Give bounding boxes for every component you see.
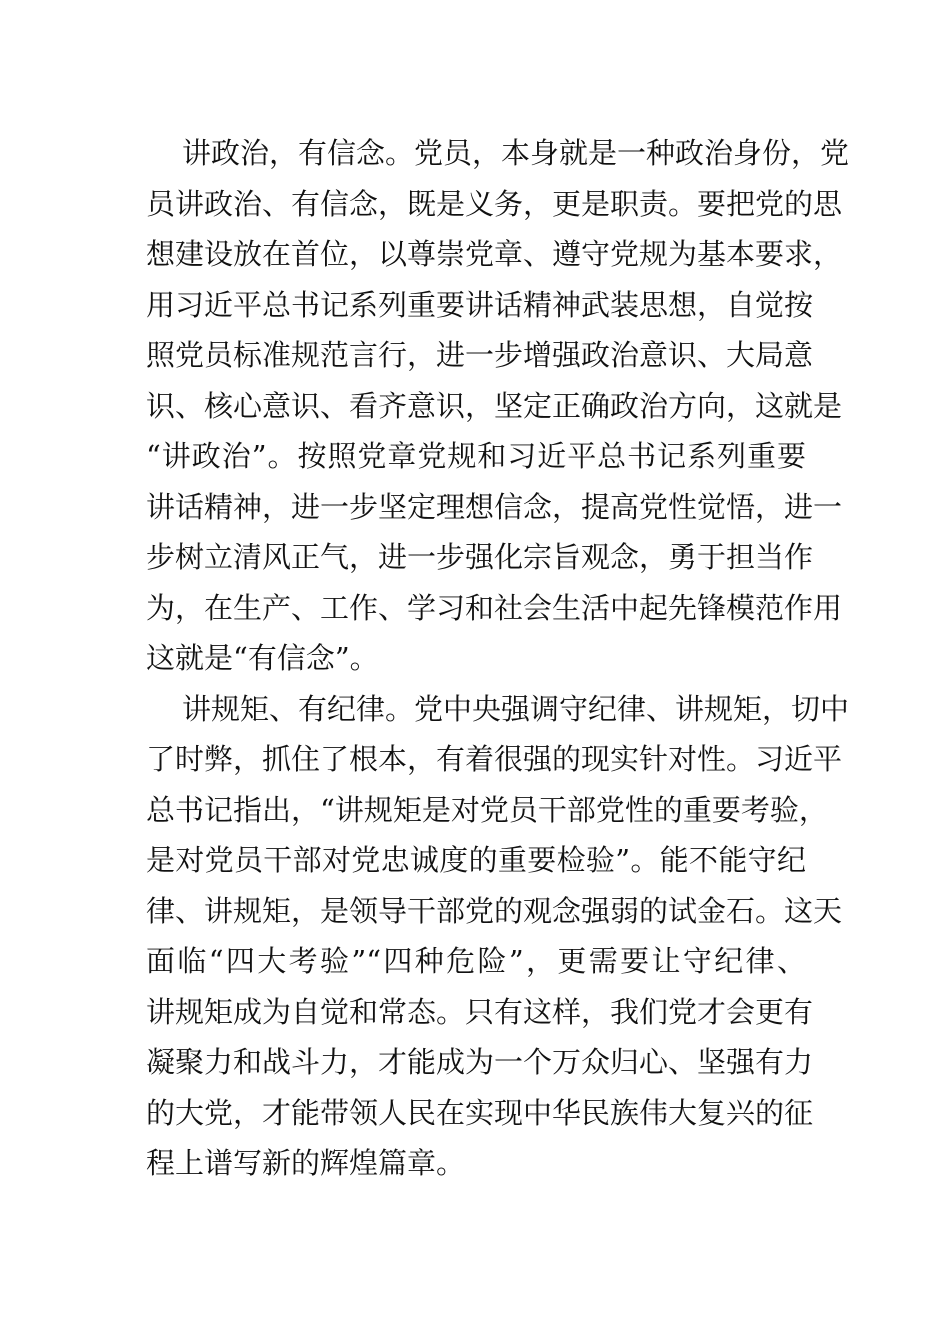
paragraph-rules-discipline bbox=[146, 684, 850, 1189]
text-line: 了时弊，抓住了根本，有着很强的现实针对性。习近平 bbox=[146, 742, 843, 776]
text-line: 是对党员干部对党忠诚度的重要检验”。能不能守纪 bbox=[146, 843, 806, 877]
text-line: 律、讲规矩，是领导干部党的观念强弱的试金石。这天 bbox=[146, 893, 843, 928]
text-line: 用习近平总书记系列重要讲话精神武装思想，自觉按 bbox=[146, 287, 814, 322]
text-line: “讲政治”。按照党章党规和习近平总书记系列重要 bbox=[146, 439, 806, 473]
text-line: 讲规矩、有纪律。党中央强调守纪律、讲规矩，切中 bbox=[182, 691, 850, 726]
text-line: 凝聚力和战斗力，才能成为一个万众归心、坚强有力 bbox=[146, 1045, 814, 1079]
text-line: 照党员标准规范言行，进一步增强政治意识、大局意 bbox=[146, 338, 814, 372]
text-line: 讲话精神，进一步坚定理想信念，提高党性觉悟，进一 bbox=[146, 489, 843, 524]
text-line: 步树立清风正气，进一步强化宗旨观念，勇于担当作 bbox=[146, 540, 814, 574]
text-line: 为，在生产、工作、学习和社会生活中起先锋模范作用 bbox=[146, 590, 843, 625]
text-line: 面临“四大考验”“四种危险”，更需要让守纪律、 bbox=[146, 944, 806, 978]
text-line: 员讲政治、有信念，既是义务，更是职责。要把党的思 bbox=[146, 186, 843, 221]
text-line: 识、核心意识、看齐意识，坚定正确政治方向，这就是 bbox=[146, 388, 843, 423]
text-line: 程上谱写新的辉煌篇章。 bbox=[146, 1146, 466, 1180]
paragraph-political-belief bbox=[146, 128, 850, 684]
text-line: 的大党，才能带领人民在实现中华民族伟大复兴的征 bbox=[146, 1095, 814, 1130]
text-line: 总书记指出，“讲规矩是对党员干部党性的重要考验， bbox=[146, 792, 828, 827]
document-body bbox=[146, 128, 850, 1189]
text-line: 讲规矩成为自觉和常态。只有这样，我们党才会更有 bbox=[146, 994, 814, 1029]
text-line: 想建设放在首位，以尊崇党章、遵守党规为基本要求， bbox=[146, 237, 843, 271]
text-line: 讲政治，有信念。党员，本身就是一种政治身份，党 bbox=[182, 136, 850, 170]
text-line: 这就是“有信念”。 bbox=[146, 641, 379, 675]
